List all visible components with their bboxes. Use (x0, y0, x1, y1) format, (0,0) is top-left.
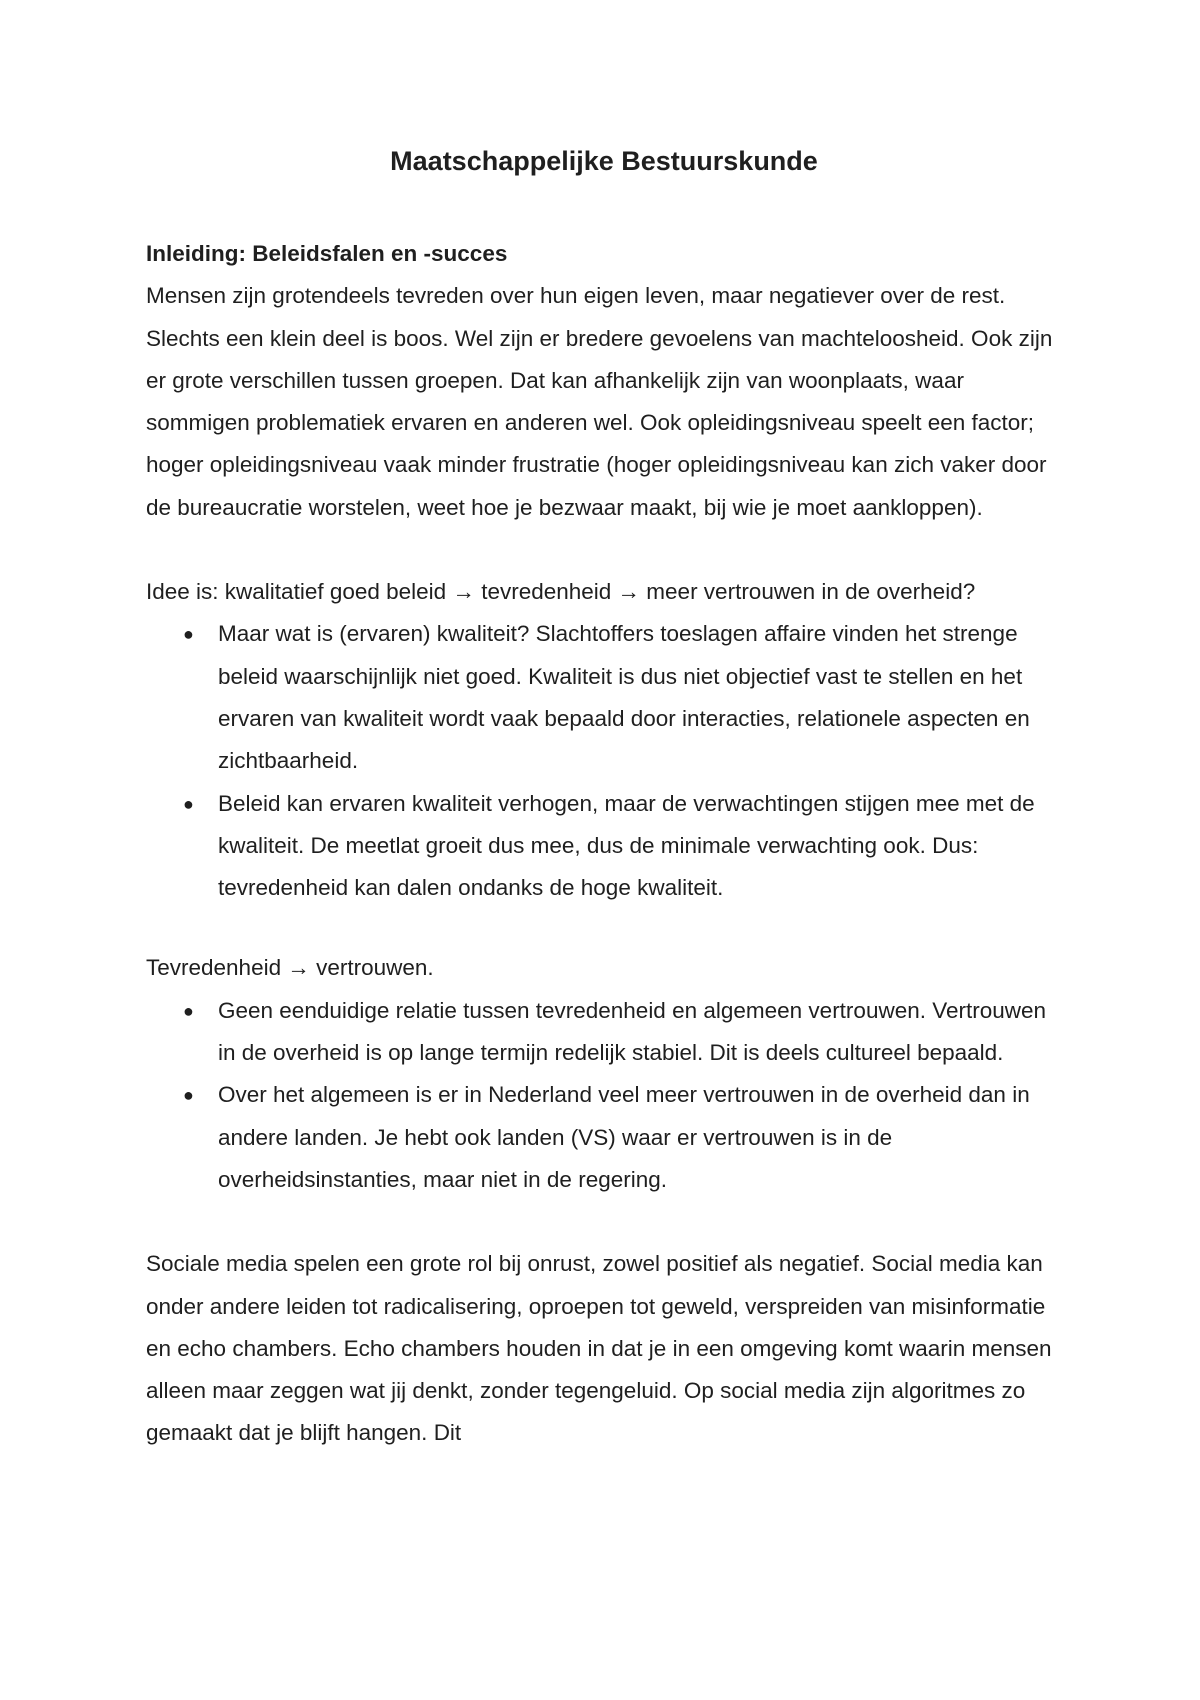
bullet-dot-icon: ● (183, 793, 194, 814)
bullet-dot-icon: ● (183, 624, 194, 645)
trust-bullet-list (146, 990, 1056, 1201)
list-item-text: Beleid kan ervaren kwaliteit verhogen, maar de verwachtingen stijgen mee met de kwaliteit. De meetlat groeit dus mee, dus de minimale verwachting ook. Dus: tevredenheid kan dalen ondanks de hoge kwaliteit. (218, 790, 1035, 901)
paragraph-spacer (146, 909, 1056, 947)
bullet-dot-icon: ● (183, 1000, 194, 1021)
paragraph-spacer (146, 529, 1056, 571)
list-item (146, 783, 1056, 910)
page-title: Maatschappelijke Bestuurskunde (390, 146, 818, 176)
list-item (146, 613, 1056, 782)
bullet-dot-icon: ● (183, 1085, 194, 1106)
list-item-text: Geen eenduidige relatie tussen tevredenheid en algemeen vertrouwen. Vertrouwen in de overheid is op lange termijn redelijk stabiel. Dit is deels cultureel bepaald. (218, 997, 1047, 1066)
trust-line: Tevredenheid → vertrouwen. (146, 955, 434, 981)
list-item (146, 1074, 1056, 1201)
list-item-text: Maar wat is (ervaren) kwaliteit? Slachtoffers toeslagen affaire vinden het strenge beleid waarschijnlijk niet goed. Kwaliteit is dus niet objectief vast te stellen en het ervaren van kwaliteit wordt vaak bepaald door interacties, relationele aspecten en zichtbaarheid. (218, 621, 1030, 774)
social-media-paragraph: Sociale media spelen een grote rol bij onrust, zowel positief als negatief. Social media kan onder andere leiden tot radicalisering, oproepen tot geweld, verspreiden van misinformatie en echo chambers. Echo chambers houden in dat je in een omgeving komt waarin mensen alleen maar zeggen wat jij denkt, zonder tegengeluid. Op social media zijn algoritmes zo gemaakt dat je blijft hangen. Dit (146, 1251, 1052, 1446)
intro-paragraph: Mensen zijn grotendeels tevreden over hun eigen leven, maar negatiever over de rest. Slechts een klein deel is boos. Wel zijn er bredere gevoelens van machteloosheid. Ook zijn er grote verschillen tussen groepen. Dat kan afhankelijk zijn van woonplaats, waar sommigen problematiek ervaren en anderen wel. Ook opleidingsniveau speelt een factor; hoger opleidingsniveau vaak minder frustratie (hoger opleidingsniveau kan zich vaker door de bureaucratie worstelen, weet hoe je bezwaar maakt, bij wie je moet aankloppen). (146, 283, 1053, 520)
document-body (146, 233, 1056, 1455)
list-item-text: Over het algemeen is er in Nederland veel meer vertrouwen in de overheid dan in andere landen. Je hebt ook landen (VS) waar er vertrouwen is in de overheidsinstanties, maar niet in de regering. (218, 1082, 1030, 1192)
idea-line: Idee is: kwalitatief goed beleid → tevredenheid → meer vertrouwen in de overheid? (146, 579, 976, 605)
idea-bullet-list (146, 613, 1056, 909)
section-heading: Inleiding: Beleidsfalen en -succes (146, 241, 508, 266)
paragraph-spacer (146, 1201, 1056, 1243)
list-item (146, 990, 1056, 1075)
